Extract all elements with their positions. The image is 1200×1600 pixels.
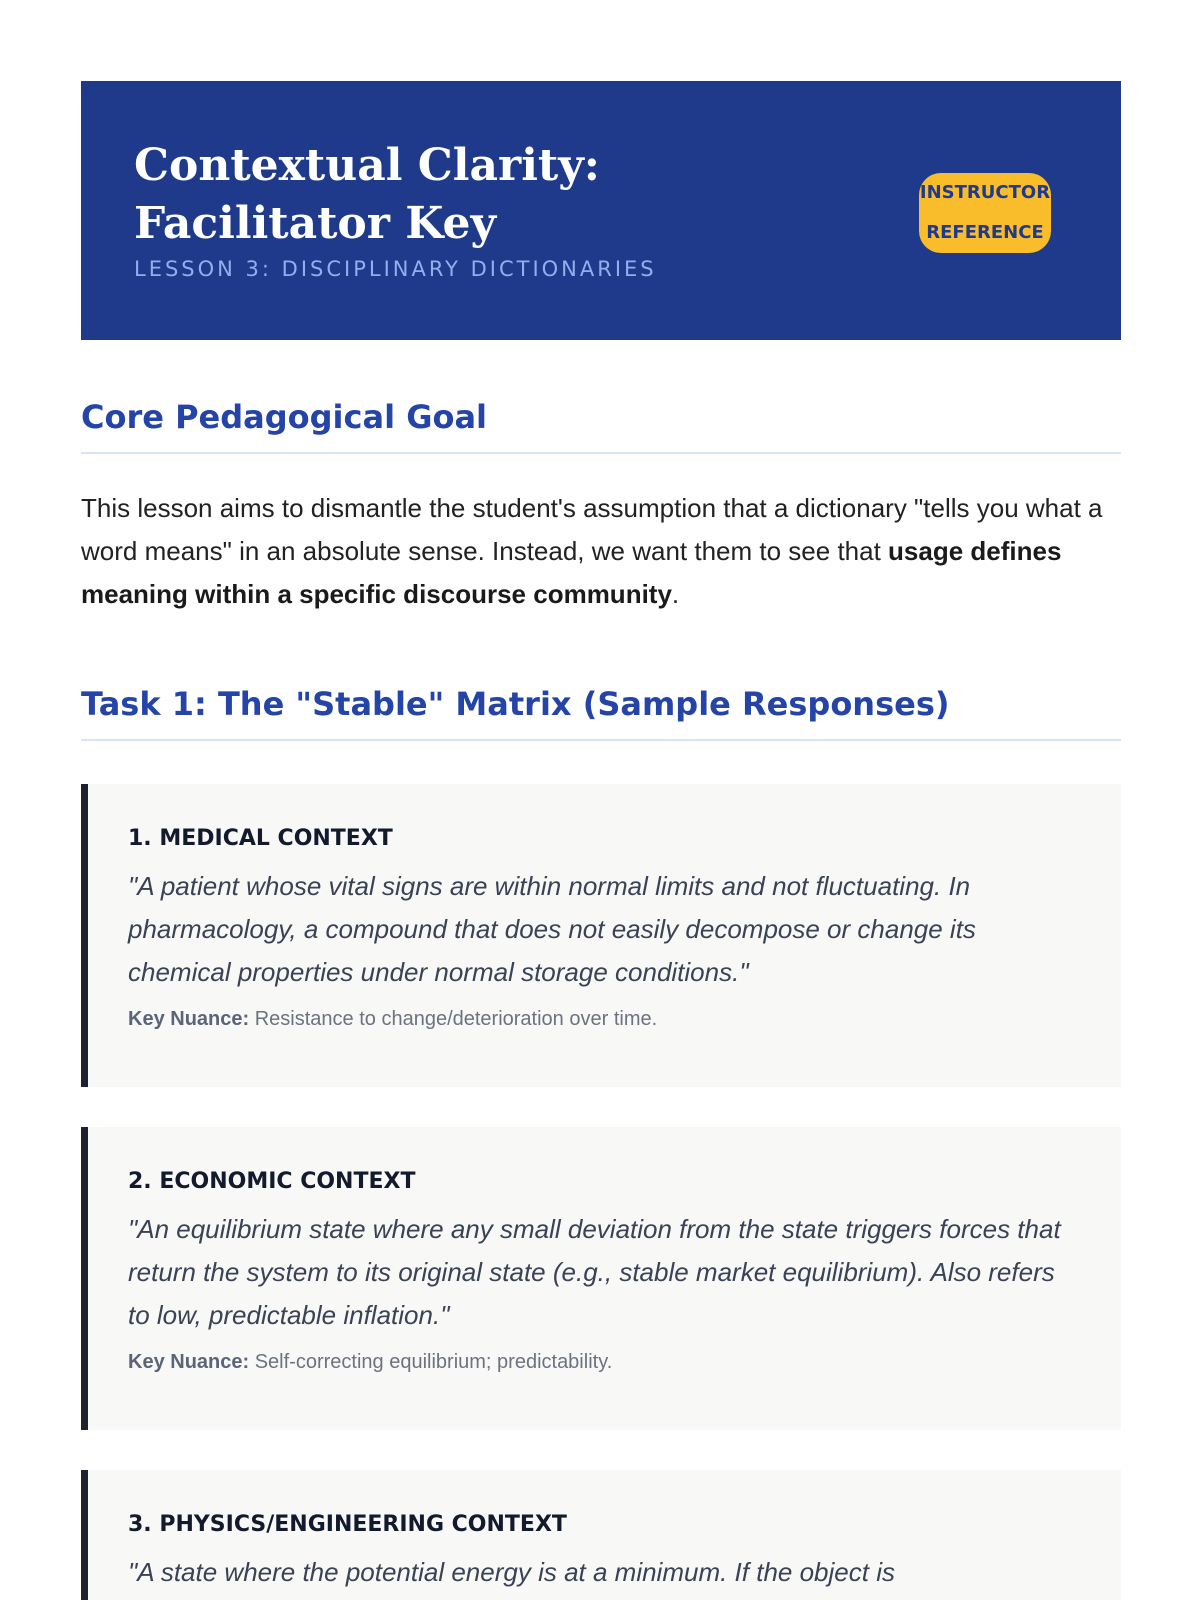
nuance-text: Resistance to change/deterioration over time. <box>254 1008 658 1030</box>
badge-line-2: REFERENCE <box>926 222 1044 243</box>
card-title: 1. MEDICAL CONTEXT <box>128 826 393 851</box>
goal-text-end: . <box>671 579 680 609</box>
header-banner <box>81 81 1121 340</box>
context-card-medical <box>81 784 1121 1087</box>
instructor-reference-badge <box>919 173 1051 253</box>
lesson-subtitle: LESSON 3: DISCIPLINARY DICTIONARIES <box>134 257 657 281</box>
nuance-text: Self-correcting equilibrium; predictability. <box>254 1351 613 1373</box>
goal-heading: Core Pedagogical Goal <box>81 398 1121 454</box>
card-title: 3. PHYSICS/ENGINEERING CONTEXT <box>128 1512 567 1537</box>
task1-heading: Task 1: The "Stable" Matrix (Sample Responses) <box>81 685 1121 741</box>
card-quote: "An equilibrium state where any small deviation from the state triggers forces that return the system to its original state (e.g., stable market equilibrium). Also refers to low, predictable inflation." <box>128 1214 1061 1330</box>
goal-paragraph <box>81 487 1121 616</box>
card-nuance <box>128 1008 1081 1031</box>
goal-text: This lesson aims to dismantle the student's assumption that a dictionary "tells you what a word means" in an absolute sense. Instead, we want them to see that <box>81 493 1103 566</box>
title-line-2: Facilitator Key <box>134 198 497 249</box>
title-line-1: Contextual Clarity: <box>134 140 601 191</box>
badge-line-1: INSTRUCTOR <box>919 182 1051 203</box>
context-card-economic <box>81 1127 1121 1430</box>
nuance-label: Key Nuance: <box>128 1008 250 1030</box>
card-quote: "A state where the potential energy is at a minimum. If the object is <box>128 1557 895 1587</box>
card-quote: "A patient whose vital signs are within normal limits and not fluctuating. In pharmacology, a compound that does not easily decompose or change its chemical properties under normal storage conditions." <box>128 871 976 987</box>
page-title <box>134 137 654 253</box>
card-title: 2. ECONOMIC CONTEXT <box>128 1169 416 1194</box>
card-nuance <box>128 1351 1081 1374</box>
goal-emphasis: usage defines meaning within a specific discourse community <box>81 536 1062 609</box>
nuance-label: Key Nuance: <box>128 1351 250 1373</box>
context-card-physics <box>81 1470 1121 1600</box>
